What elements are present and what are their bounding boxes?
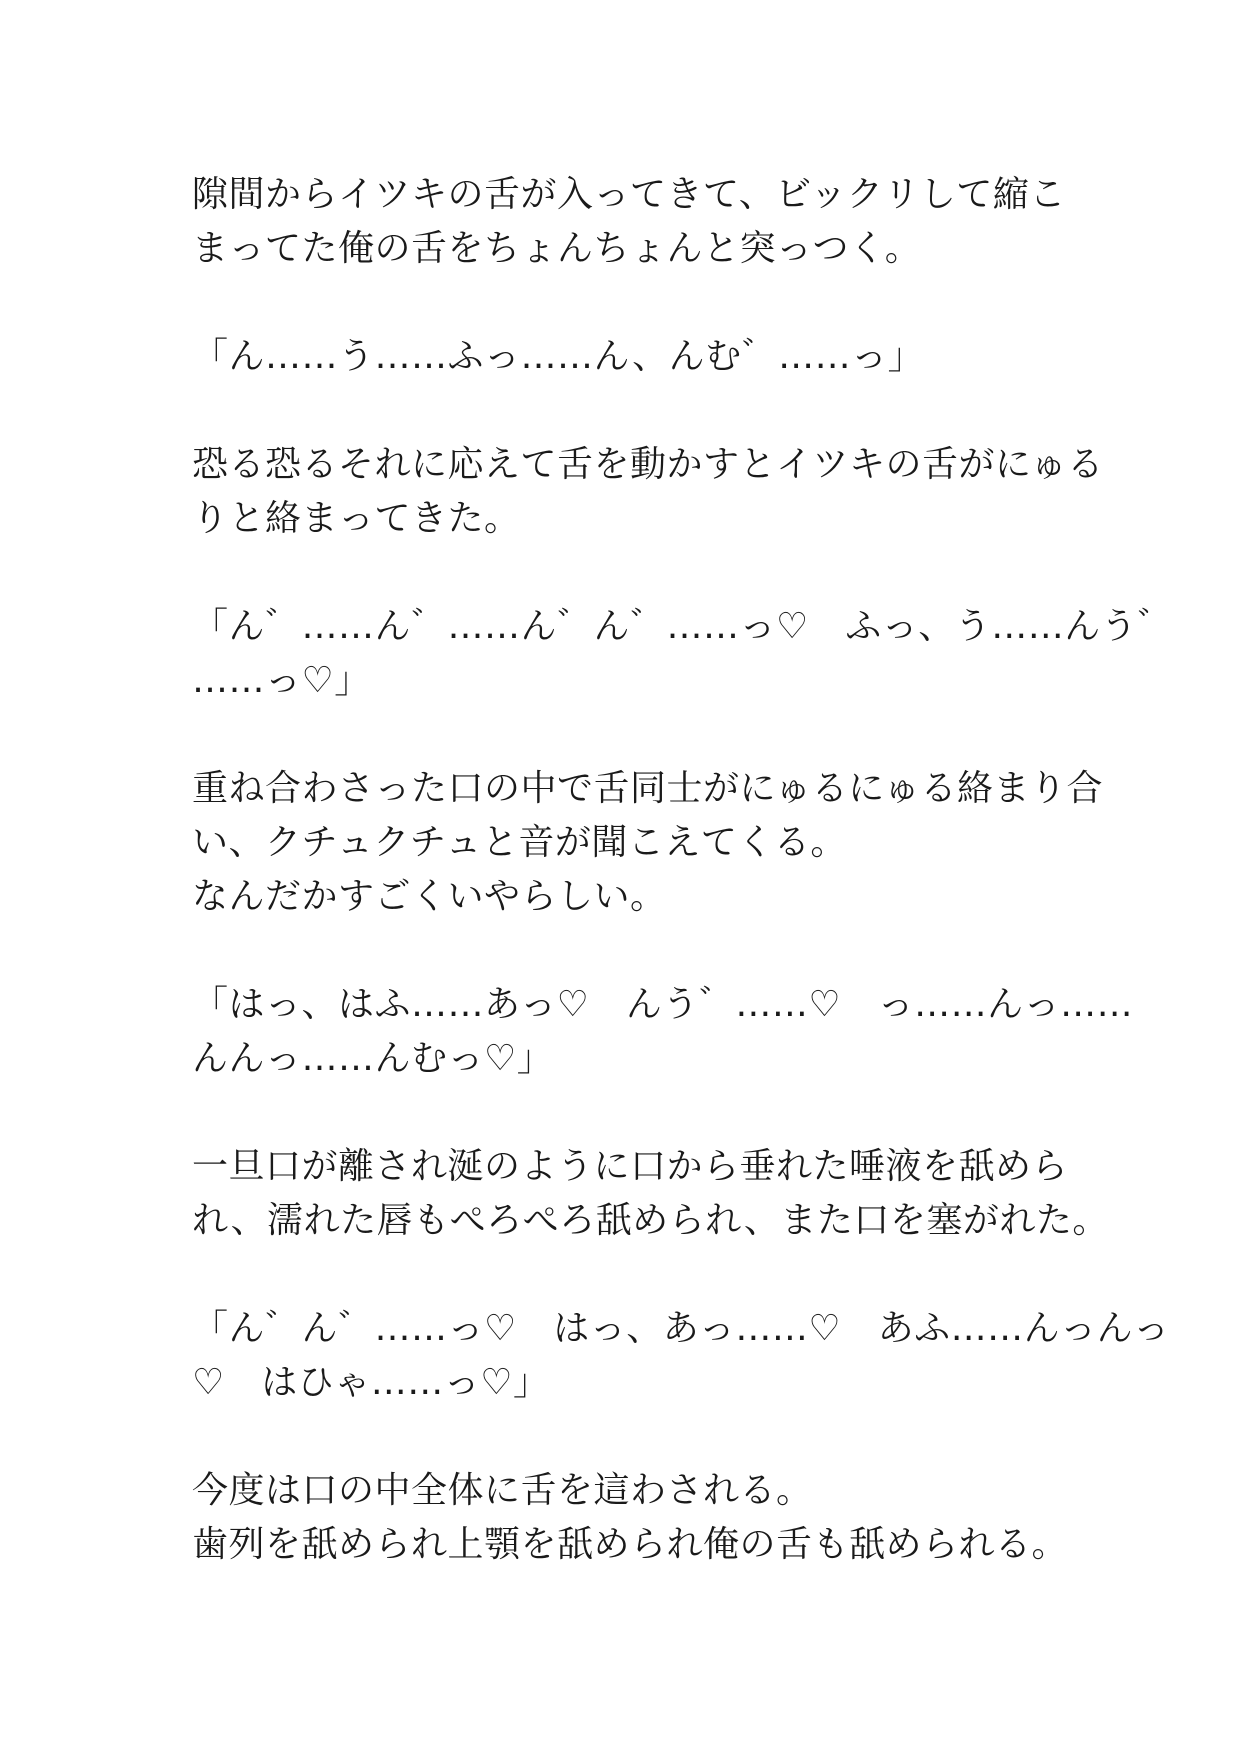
paragraph-gap: [192, 924, 1092, 978]
paragraph: [192, 1464, 1092, 1572]
paragraph: [192, 1140, 1109, 1248]
text-line: ……っ♡」: [192, 660, 371, 701]
text-line: 隙間からイツキの舌が入ってきて、ビックリして縮こ: [192, 174, 1066, 215]
text-line: 「ん゛ん゛……っ♡ はっ、あっ……♡ あふ……んっんっ: [192, 1308, 1170, 1349]
text-line: まってた俺の舌をちょんちょんと突っつく。: [192, 228, 922, 269]
paragraph-gap: [192, 384, 1092, 438]
paragraph: [192, 762, 1104, 924]
paragraph-gap: [192, 708, 1092, 762]
text-line: 重ね合わさった口の中で舌同士がにゅるにゅる絡まり合: [192, 768, 1104, 809]
text-line: 一旦口が離され涎のように口から垂れた唾液を舐めら: [192, 1146, 1069, 1187]
text-line: ♡ はひゃ……っ♡」: [192, 1362, 550, 1403]
paragraph: [192, 438, 1104, 546]
text-line: なんだかすごくいやらしい。: [192, 876, 667, 917]
paragraph-gap: [192, 276, 1092, 330]
text-body: [192, 168, 1174, 1572]
text-line: 今度は口の中全体に舌を這わされる。: [192, 1470, 813, 1511]
text-line: 恐る恐るそれに応えて舌を動かすとイツキの舌がにゅる: [192, 444, 1104, 485]
paragraph-gap: [192, 1410, 1092, 1464]
text-line: りと絡まってきた。: [192, 498, 521, 539]
paragraph: [192, 330, 1092, 384]
text-line: れ、濡れた唇もぺろぺろ舐められ、また口を塞がれた。: [192, 1200, 1109, 1241]
text-line: んんっ……んむっ♡」: [192, 1038, 554, 1079]
paragraph: [192, 1302, 1170, 1410]
text-line: 「はっ、はふ……あっ♡ んう゛……♡ っ……んっ……: [192, 984, 1134, 1025]
text-line: い、クチュクチュと音が聞こえてくる。: [192, 822, 847, 863]
text-line: 「ん……う……ふっ……ん、んむ゛……っ」: [192, 336, 925, 377]
paragraph: [192, 978, 1134, 1086]
paragraph-gap: [192, 1086, 1092, 1140]
paragraph-gap: [192, 546, 1092, 600]
paragraph: [192, 600, 1174, 708]
text-line: 「ん゛……ん゛……ん゛ん゛……っ♡ ふっ、う……んう゛: [192, 606, 1174, 647]
paragraph: [192, 168, 1092, 276]
text-line: 歯列を舐められ上顎を舐められ俺の舌も舐められる。: [192, 1524, 1069, 1565]
paragraph-gap: [192, 1248, 1092, 1302]
